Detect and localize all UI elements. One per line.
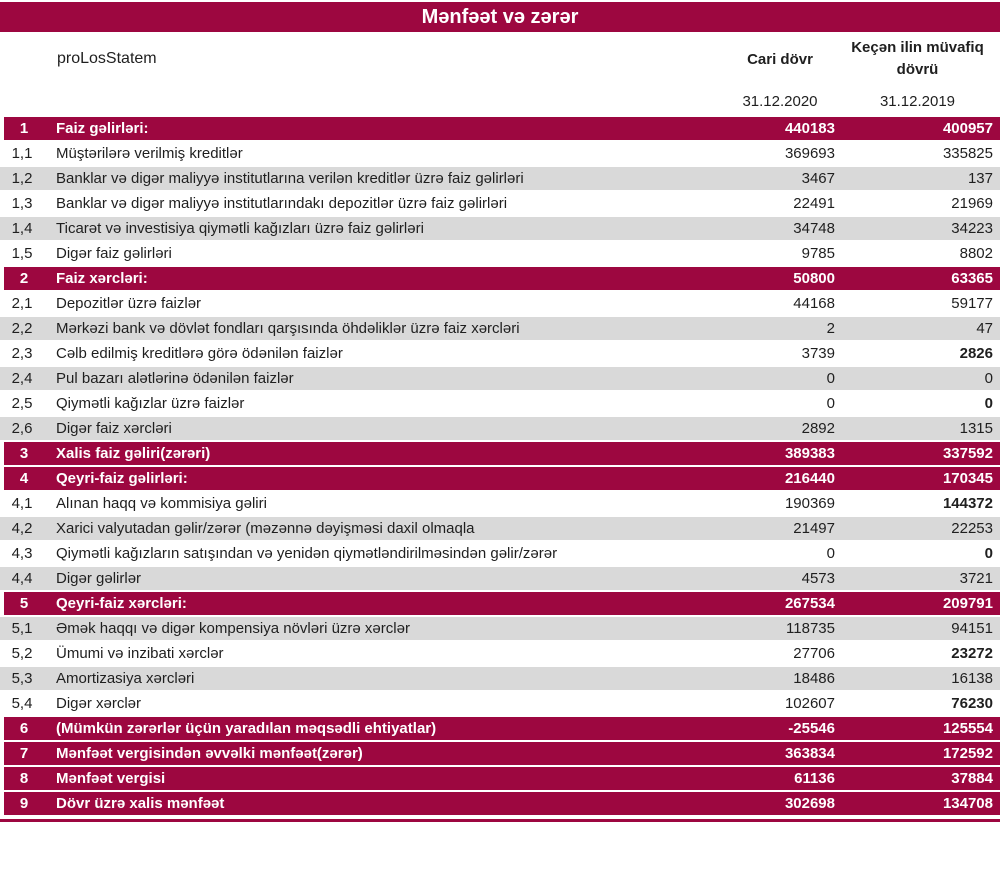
row-number: 3: [19, 445, 29, 462]
value-previous-period: 172592: [942, 745, 993, 762]
section-row: [0, 717, 1000, 742]
value-previous-period: 0: [984, 395, 993, 412]
row-number: 2: [19, 270, 29, 287]
row-number: 1,4: [11, 220, 33, 237]
value-current-period: 0: [826, 370, 835, 387]
row-number: 2,1: [11, 295, 33, 312]
table-header: [0, 32, 1000, 117]
value-current-period: 190369: [784, 495, 835, 512]
row-number: 2,4: [11, 370, 33, 387]
value-current-period: 2: [826, 320, 835, 337]
row-label: Faiz xərcləri:: [56, 270, 148, 287]
date-current-period: 31.12.2020: [742, 93, 818, 110]
table-row: [0, 292, 1000, 317]
section-row: [0, 267, 1000, 292]
value-current-period: 27706: [793, 645, 835, 662]
section-row: [0, 592, 1000, 617]
value-current-period: 389383: [784, 445, 835, 462]
table-row: [0, 542, 1000, 567]
value-previous-period: 2826: [959, 345, 993, 362]
value-previous-period: 0: [984, 545, 993, 562]
row-number: 5: [19, 595, 29, 612]
row-label: Mənfəət vergisi: [56, 770, 166, 787]
table-row: [0, 367, 1000, 392]
row-label: Ümumi və inzibati xərclər: [56, 645, 224, 662]
row-number: 2,2: [11, 320, 33, 337]
row-number: 1: [19, 120, 29, 137]
value-current-period: 4573: [801, 570, 835, 587]
table-row: [0, 617, 1000, 642]
table-row: [0, 417, 1000, 442]
value-previous-period: 125554: [942, 720, 993, 737]
section-row: [0, 742, 1000, 767]
row-number: 4,3: [11, 545, 33, 562]
row-number: 1,5: [11, 245, 33, 262]
value-previous-period: 170345: [942, 470, 993, 487]
value-current-period: 22491: [793, 195, 835, 212]
value-previous-period: 21969: [951, 195, 993, 212]
row-number: 2,5: [11, 395, 33, 412]
value-previous-period: 3721: [959, 570, 993, 587]
row-label: Müştərilərə verilmiş kreditlər: [56, 145, 243, 162]
value-current-period: 2892: [801, 420, 835, 437]
value-current-period: -25546: [788, 720, 835, 737]
value-current-period: 369693: [784, 145, 835, 162]
table-row: [0, 317, 1000, 342]
row-label: Dövr üzrə xalis mənfəət: [56, 795, 225, 812]
column-header-row: [0, 32, 1000, 86]
row-number: 1,3: [11, 195, 33, 212]
value-previous-period: 1315: [959, 420, 993, 437]
row-number: 5,2: [11, 645, 33, 662]
value-current-period: 440183: [784, 120, 835, 137]
value-previous-period: 47: [976, 320, 993, 337]
value-current-period: 216440: [784, 470, 835, 487]
value-current-period: 302698: [784, 795, 835, 812]
value-previous-period: 144372: [942, 495, 993, 512]
row-number: 6: [19, 720, 29, 737]
section-row: [0, 467, 1000, 492]
section-row: [0, 792, 1000, 817]
row-label: Alınan haqq və kommisiya gəliri: [56, 495, 267, 512]
value-previous-period: 400957: [942, 120, 993, 137]
row-label: Digər faiz gəlirləri: [56, 245, 172, 262]
row-label: Qiymətli kağızlar üzrə faizlər: [56, 395, 245, 412]
table-row: [0, 167, 1000, 192]
value-previous-period: 335825: [942, 145, 993, 162]
table-row: [0, 567, 1000, 592]
date-row: [0, 86, 1000, 117]
row-label: Banklar və digər maliyyə institutlarına verilən kreditlər üzrə faiz gəlirləri: [56, 170, 524, 187]
row-label: Qiymətli kağızların satışından və yenidən qiymətləndirilməsindən gəlir/zərər: [56, 545, 558, 562]
page-title: Mənfəət və zərər: [421, 5, 579, 28]
value-current-period: 0: [826, 545, 835, 562]
row-number: 4,4: [11, 570, 33, 587]
row-label: Faiz gəlirləri:: [56, 120, 149, 137]
value-previous-period: 137: [967, 170, 993, 187]
profit-loss-statement: [0, 2, 1000, 822]
value-previous-period: 37884: [951, 770, 993, 787]
value-previous-period: 16138: [951, 670, 993, 687]
table-row: [0, 342, 1000, 367]
value-current-period: 363834: [784, 745, 835, 762]
row-label: Qeyri-faiz gəlirləri:: [56, 470, 188, 487]
column-header-current-period: Cari dövr: [747, 50, 813, 68]
value-previous-period: 8802: [959, 245, 993, 262]
row-label: Pul bazarı alətlərinə ödənilən faizlər: [56, 370, 294, 387]
row-label: Digər gəlirlər: [56, 570, 142, 587]
row-label: (Mümkün zərərlər üçün yaradılan məqsədli ehtiyatlar): [56, 720, 437, 737]
statement-code: proLosStatem: [57, 50, 157, 67]
table-row: [0, 642, 1000, 667]
row-label: Amortizasiya xərcləri: [56, 670, 195, 687]
value-current-period: 118735: [786, 620, 835, 637]
value-previous-period: 22253: [951, 520, 993, 537]
table-body: [0, 117, 1000, 817]
value-current-period: 21497: [793, 520, 835, 537]
row-label: Digər xərclər: [56, 695, 142, 712]
section-row: [0, 767, 1000, 792]
section-row: [0, 442, 1000, 467]
row-number: 5,3: [11, 670, 33, 687]
value-current-period: 44168: [793, 295, 835, 312]
row-label: Depozitlər üzrə faizlər: [56, 295, 202, 312]
row-label: Xarici valyutadan gəlir/zərər (məzənnə dəyişməsi daxil olmaqla: [56, 520, 475, 537]
value-previous-period: 34223: [951, 220, 993, 237]
value-current-period: 9785: [801, 245, 835, 262]
row-label: Əmək haqqı və digər kompensiya növləri üzrə xərclər: [56, 620, 410, 637]
row-number: 4: [19, 470, 29, 487]
row-number: 2,6: [11, 420, 33, 437]
table-row: [0, 142, 1000, 167]
value-current-period: 50800: [793, 270, 835, 287]
row-number: 5,1: [11, 620, 33, 637]
table-row: [0, 667, 1000, 692]
section-row: [0, 117, 1000, 142]
row-label: Mənfəət vergisindən əvvəlki mənfəət(zərər): [56, 745, 363, 762]
value-current-period: 34748: [793, 220, 835, 237]
table-row: [0, 517, 1000, 542]
column-header-previous-period: Keçən ilin müvafiq dövrü: [851, 39, 984, 78]
table-row: [0, 692, 1000, 717]
table-row: [0, 492, 1000, 517]
value-previous-period: 94151: [951, 620, 993, 637]
value-current-period: 18486: [793, 670, 835, 687]
value-previous-period: 63365: [951, 270, 993, 287]
bottom-border: [0, 819, 1000, 822]
row-number: 5,4: [11, 695, 33, 712]
value-previous-period: 23272: [951, 645, 993, 662]
row-number: 7: [19, 745, 29, 762]
row-number: 9: [19, 795, 29, 812]
value-previous-period: 134708: [942, 795, 993, 812]
date-previous-period: 31.12.2019: [879, 92, 956, 110]
value-previous-period: 209791: [942, 595, 993, 612]
value-previous-period: 59177: [951, 295, 993, 312]
table-row: [0, 217, 1000, 242]
row-number: 1,1: [11, 145, 33, 162]
row-number: 8: [19, 770, 29, 787]
row-label: Ticarət və investisiya qiymətli kağızları üzrə faiz gəlirləri: [56, 220, 424, 237]
row-label: Qeyri-faiz xərcləri:: [56, 595, 187, 612]
value-current-period: 267534: [784, 595, 835, 612]
value-current-period: 0: [826, 395, 835, 412]
row-label: Xalis faiz gəliri(zərəri): [56, 445, 211, 462]
value-current-period: 102607: [784, 695, 835, 712]
table-row: [0, 392, 1000, 417]
value-current-period: 3467: [801, 170, 835, 187]
row-number: 2,3: [11, 345, 33, 362]
row-number: 1,2: [11, 170, 33, 187]
value-previous-period: 0: [984, 370, 993, 387]
table-row: [0, 192, 1000, 217]
title-bar: [0, 2, 1000, 32]
row-label: Digər faiz xərcləri: [56, 420, 172, 437]
row-label: Banklar və digər maliyyə institutlarındakı depozitlər üzrə faiz gəlirləri: [56, 195, 508, 212]
value-previous-period: 337592: [942, 445, 993, 462]
value-current-period: 61136: [794, 770, 835, 787]
row-label: Mərkəzi bank və dövlət fondları qarşısında öhdəliklər üzrə faiz xərcləri: [56, 320, 520, 337]
row-label: Cəlb edilmiş kreditlərə görə ödənilən faizlər: [56, 345, 343, 362]
row-number: 4,2: [11, 520, 33, 537]
row-number: 4,1: [11, 495, 33, 512]
value-current-period: 3739: [801, 345, 835, 362]
table-row: [0, 242, 1000, 267]
value-previous-period: 76230: [951, 695, 993, 712]
